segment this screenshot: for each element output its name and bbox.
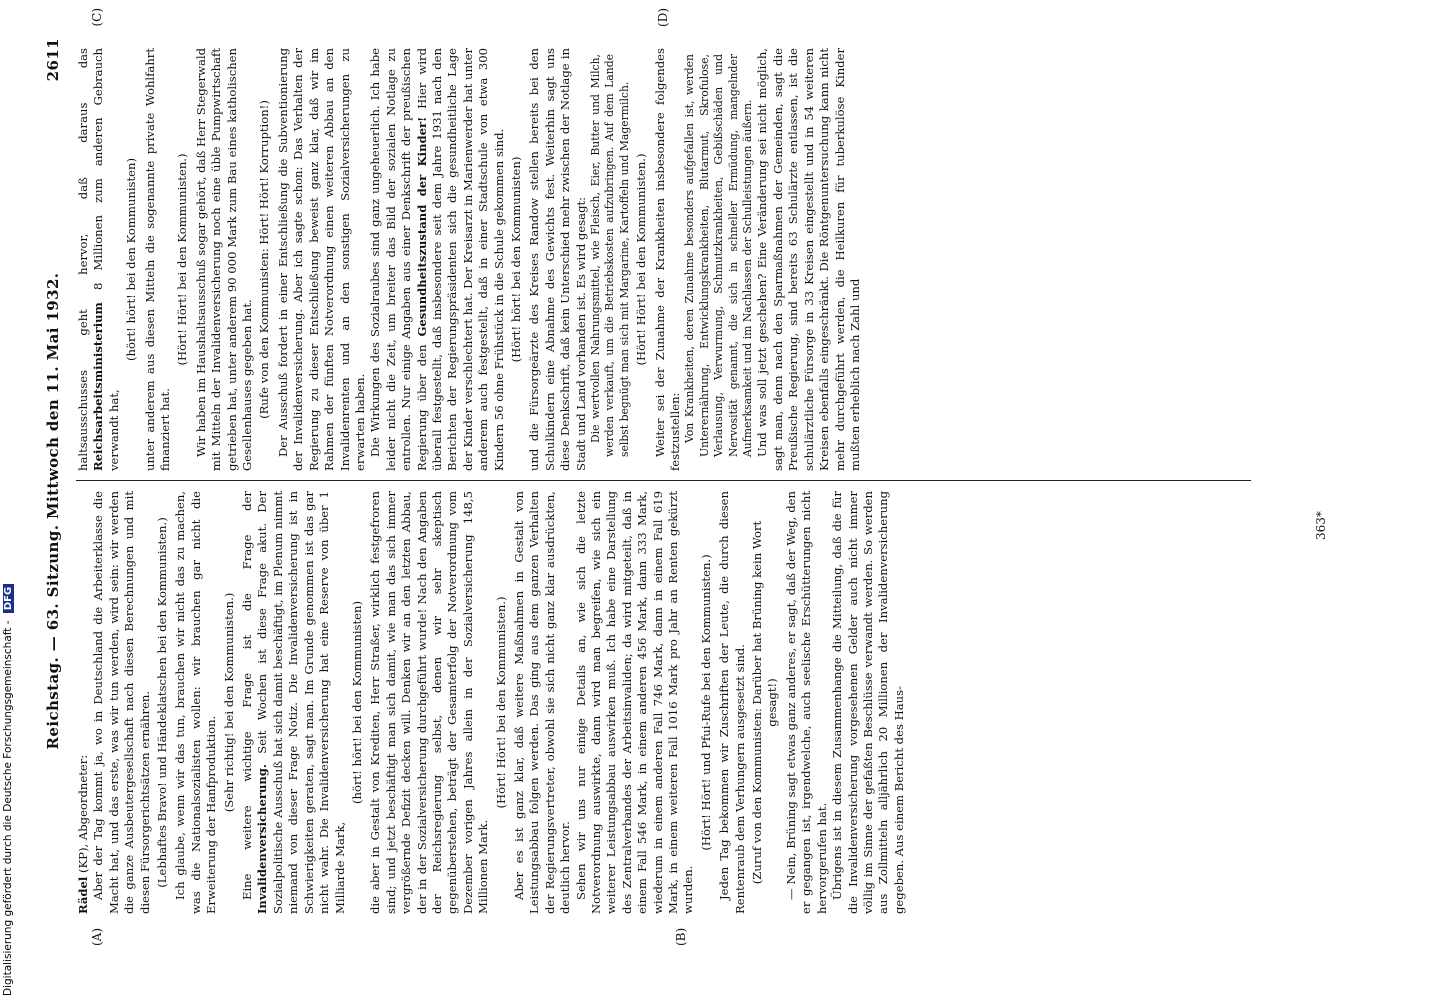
paragraph: Weiter sei der Zunahme der Krankheiten insbesondere folgendes festzustellen:	[652, 48, 683, 471]
paragraph: Aber es ist ganz klar, daß weitere Maßnahmen in Gestalt von Leistungsabbau folgen werden. Das ging aus dem ganzen Verhalten der Regierungsvertreter, obwohl sie sich nicht ganz klar ausdrückten, deutlich hervor.	[511, 491, 573, 914]
interjection: (hört! hört! bei den Kommunisten)	[349, 600, 364, 805]
margin-marker-b: (B)	[674, 927, 688, 946]
paragraph: unter anderem aus diesen Mitteln die sogenannte private Wohlfahrt finanziert hat.	[142, 48, 173, 471]
paragraph: Eine weitere wichtige Frage ist die Frage der Invalidenversicherung. Seit Wochen ist diese Frage akut. Der Sozialpolitische Ausschuß hat sich damit beschäftigt, im Plenum nimmt niemand von dieser Frage Notiz. Die Invalidenversicherung ist in Schwierigkeiten geraten, sagt man. Im Grunde genommen ist das gar nicht wahr. Die Invalidenversicherung hat eine Reserve von über 1 Milliarde Mark,	[240, 491, 347, 914]
interjection: (Rufe von den Kommunisten: Hört! Hört! Korruption!)	[257, 100, 272, 419]
interjection: (Hört! Hört! und Pfui-Rufe bei den Kommunisten.)	[698, 554, 713, 851]
column-divider	[76, 480, 1251, 481]
digitization-footer	[0, 0, 22, 1000]
interjection: (Hört! Hört! bei den Kommunisten.)	[175, 153, 190, 366]
interjection: (Sehr richtig! bei den Kommunisten.)	[221, 592, 236, 813]
left-column	[76, 481, 1251, 924]
interjection: (Hört! Hört! bei den Kommunisten.)	[634, 153, 649, 366]
sheet-signature: 363*	[1314, 511, 1328, 540]
paragraph: Die Wirkungen des Sozialraubes sind ganz ungeheuerlich. Ich habe leider nicht die Zeit, um breiter das Bild der sozialen Notlage zu entrollen. Nur einige Angaben aus einer Denkschrift der preußischen Regierung über den Gesundheitszustand der Kinder! Hier wird überall festgestellt, daß insbesondere seit dem Jahre 1931 nach den Berichten der Regierungspräsidenten sich die gesundheitliche Lage der Kinder verschlechtert hat. Der Kreisarzt in Marienwerder hat unter anderem auch festgestellt, daß in einer Stadtschule von etwa 300 Kindern 56 ohne Frühstück in die Schule gekommen sind.	[368, 48, 506, 471]
footer-note: Digitalisierung gefördert durch die Deutsche Forschungsgemeinschaft -	[2, 620, 14, 996]
paragraph: — Nein, Brüning sagt etwas ganz anderes, er sagt, daß der Weg, den er gegangen ist, irgendwelche, auch seelische Erschütterungen nicht hervorgerufen hat.	[783, 491, 829, 914]
speaker-line: Rädel (KP), Abgeordneter:	[76, 754, 90, 914]
dfg-logo: DFG	[3, 584, 14, 613]
speaker-name: Rädel	[76, 876, 90, 914]
interjection: (Lebhaftes Bravo! und Händeklatschen bei den Kommunisten.)	[155, 517, 170, 888]
paragraph: und die Fürsorgeärzte des Kreises Randow stellen bereits bei den Schulkindern eine Abnahme des Gewichts fest. Weiterhin sagt uns diese Denkschrift, daß kein Unterschied mehr zwischen der Notlage in Stadt und Land vorhanden ist. Es wird gesagt:	[527, 48, 588, 471]
paragraph: Übrigens ist in diesem Zusammenhange die Mitteilung, daß die für die Invalidenversicherung vorgesehenen Gelder auch nicht immer völlig im Sinne der gefaßten Beschlüsse verwandt werden. So werden aus Zollmitteln alljährlich 20 Millionen der Invalidenversicherung gegeben. Aus einem Bericht des Haus-	[830, 491, 906, 914]
interjection: (hört! hört! bei den Kommunisten)	[124, 157, 139, 362]
page-number: 2611	[44, 38, 62, 82]
paragraph: Der Ausschuß fordert in einer Entschließung die Subventionierung der Invalidenversicherung. Aber ich sagte schon: Das Verhalten der Regierung zu dieser Entschließung beweist ganz klar, daß wir im Rahmen der fünften Notverordnung einen weiteren Abbau an den Invalidenrenten und an den sonstigen Sozialversicherungen zu erwarten haben.	[275, 48, 367, 471]
right-column	[76, 38, 1251, 481]
paragraph: Jeden Tag bekommen wir Zuschriften der Leute, die durch diesen Rentenraub dem Verhungern ausgesetzt sind.	[717, 491, 747, 914]
interjection: (Zuruf von den Kommunisten: Darüber hat Brüning kein Wort gesagt!)	[750, 520, 780, 885]
margin-marker-d: (D)	[656, 8, 670, 27]
interjection: (Hört! Hört! bei den Kommunisten.)	[493, 596, 508, 809]
margin-marker-c: (C)	[90, 8, 104, 27]
margin-marker-a: (A)	[90, 927, 104, 946]
quotation: Die wertvollen Nahrungsmittel, wie Fleisch, Eier, Butter und Milch, werden verkauft, um die Betriebskosten aufzubringen. Auf dem Lande selbst begnügt man sich mit Margarine, Kartoffeln und Magermilch.	[589, 54, 631, 457]
paragraph: haltsausschusses geht hervor, daß daraus das Reichsarbeitsministerium 8 Millionen zum anderen Gebrauch verwandt hat,	[76, 48, 121, 471]
paragraph: Sehen wir uns nur einige Details an, wie sich die letzte Notverordnung auswirkte, dann wird man begreifen, wie sich ein weiterer Leistungsabbau auswirken muß. Ich habe eine Darstellung des Zentralverbandes der Arbeitsinvaliden; da wird mitgeteilt, daß in einem Fall 546 Mark, in einem anderen 456 Mark, dann 333 Mark, wiederum in einem anderen Fall 746 Mark, dann in einem Fall 619 Mark, in einem weiteren Fall 1016 Mark pro Jahr an Renten gekürzt wurden.	[573, 491, 696, 914]
interjection: (Hört! hört! bei den Kommunisten)	[508, 156, 523, 363]
paragraph: die aber in Gestalt von Krediten, Herr Straßer, wirklich festgefroren sind; und jetzt beschäftigt man sich damit, wie man das sich immer vergrößernde Defizit decken will. Denken wir an den letzten Abbau, der in der Sozialversicherung durchgeführt wurde! Nach den Angaben der Reichsregierung selbst, denen wir sehr skeptisch gegenüberstehen, beträgt der Gesamterfolg der Notverordnung vom Dezember vorigen Jahres allein in der Sozialversicherung 148,5 Millionen Mark.	[368, 491, 491, 914]
text-columns	[76, 8, 1251, 946]
paragraph: Aber der Tag kommt ja, wo in Deutschland die Arbeiterklasse die Macht hat, und das erste, was wir tun werden, wird sein: wir werden die ganze Ausbeutergesellschaft nach diesen Berechnungen und mit diesen Fürsorgerichtsätzen ernähren.	[91, 491, 152, 914]
paragraph: Wir haben im Haushaltsausschuß sogar gehört, daß Herr Stegerwald mit Mitteln der Invalidenversicherung noch eine üble Pumpwirtschaft getrieben hat, unter anderem 90 000 Mark zum Bau eines katholischen Gesellenhauses gegeben hat.	[193, 48, 255, 471]
quotation: Von Krankheiten, deren Zunahme besonders aufgefallen ist, werden Unterernährung, Entwicklungskrankheiten, Blutarmut, Skrofulose, Verlausung, Verwurmung, Schmutzkrankheiten, Gebißschäden und Nervosität genannt, die sich in schneller Ermüdung, mangelnder Aufmerksamkeit und im Nachlassen der Schulleistungen äußern.	[683, 54, 755, 457]
page-title: Reichstag. — 63. Sitzung. Mittwoch den 11. Mai 1932.	[44, 272, 62, 750]
page-header	[44, 38, 70, 924]
paragraph: Und was soll jetzt geschehen? Eine Veränderung sei nicht möglich, sagt man, denn nach den Sparmaßnahmen der Gemeinden, sagt die Preußische Regierung, sind bereits 63 Schulärzte entlassen, ist die schulärztliche Fürsorge in 33 Kreisen eingestellt und in 54 weiteren Kreisen ebenfalls eingeschränkt. Die Röntgenuntersuchung kann nicht mehr durchgeführt werden, die Heilkuren für tuberkulöse Kinder mußten erheblich nach Zahl und	[755, 48, 862, 471]
paragraph: Ich glaube, wenn wir das tun, brauchen wir nicht das zu machen, was die Nationalsozialisten wollen: wir brauchen gar nicht die Erweiterung der Hanfproduktion.	[173, 491, 219, 914]
